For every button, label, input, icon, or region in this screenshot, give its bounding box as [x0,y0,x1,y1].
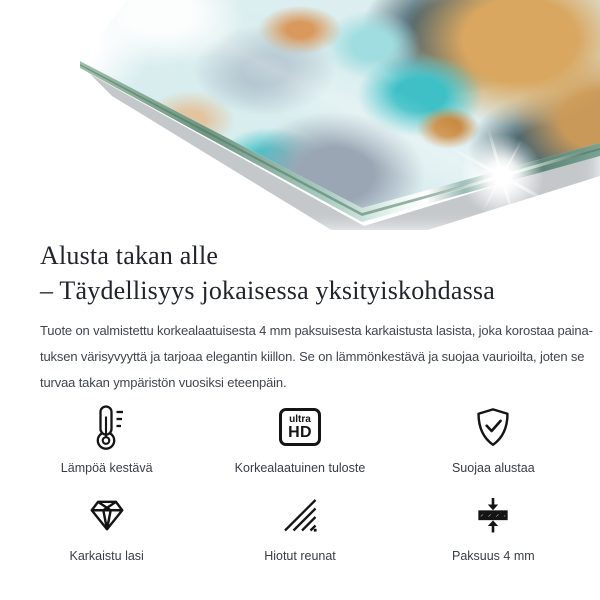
ultra-hd-icon-text-bottom: HD [288,423,312,441]
feature-label: Paksuus 4 mm [451,549,535,563]
feature-protects-base [452,404,535,476]
feature-thickness-4mm [452,492,535,564]
shield-check-icon [472,404,514,450]
product-hero-image [0,0,600,230]
ultra-hd-icon-text-top: ultra [289,413,311,425]
feature-ultra-hd-print [235,404,366,476]
product-description [40,318,593,396]
description-line: turvaa takan ympäristön vuosiksi eteenpäin. [40,375,287,390]
page-title-line1: Alusta takan alle [40,241,219,270]
description-line: tuksen värisyvyyttä ja tarjoaa elegantin kiillon. Se on lämmönkestävä ja suojaa vaurioilta, joten se [40,349,585,364]
feature-grid [10,404,590,564]
thermometer-icon [85,404,129,450]
feature-label: Karkaistu lasi [69,549,144,563]
feature-label: Suojaa alustaa [451,461,535,475]
feature-tempered-glass [69,492,143,564]
feature-polished-edges [264,492,336,564]
description-line: Tuote on valmistettu korkealaatuisesta 4 mm paksuisesta karkaistusta lasista, joka korostaa paina- [40,323,593,338]
thickness-icon [472,492,514,538]
feature-heat-resistant [61,404,153,476]
feature-label: Hiotut reunat [264,549,336,563]
polished-edges-icon [280,492,320,538]
page-title-line2: – Täydellisyys jokaisessa yksityiskohdassa [40,276,495,305]
page-title [40,238,560,308]
feature-label: Korkealaatuinen tuloste [234,461,366,475]
feature-label: Lämpöä kestävä [60,461,153,475]
ultra-hd-icon [279,404,321,450]
diamond-icon [85,492,129,538]
